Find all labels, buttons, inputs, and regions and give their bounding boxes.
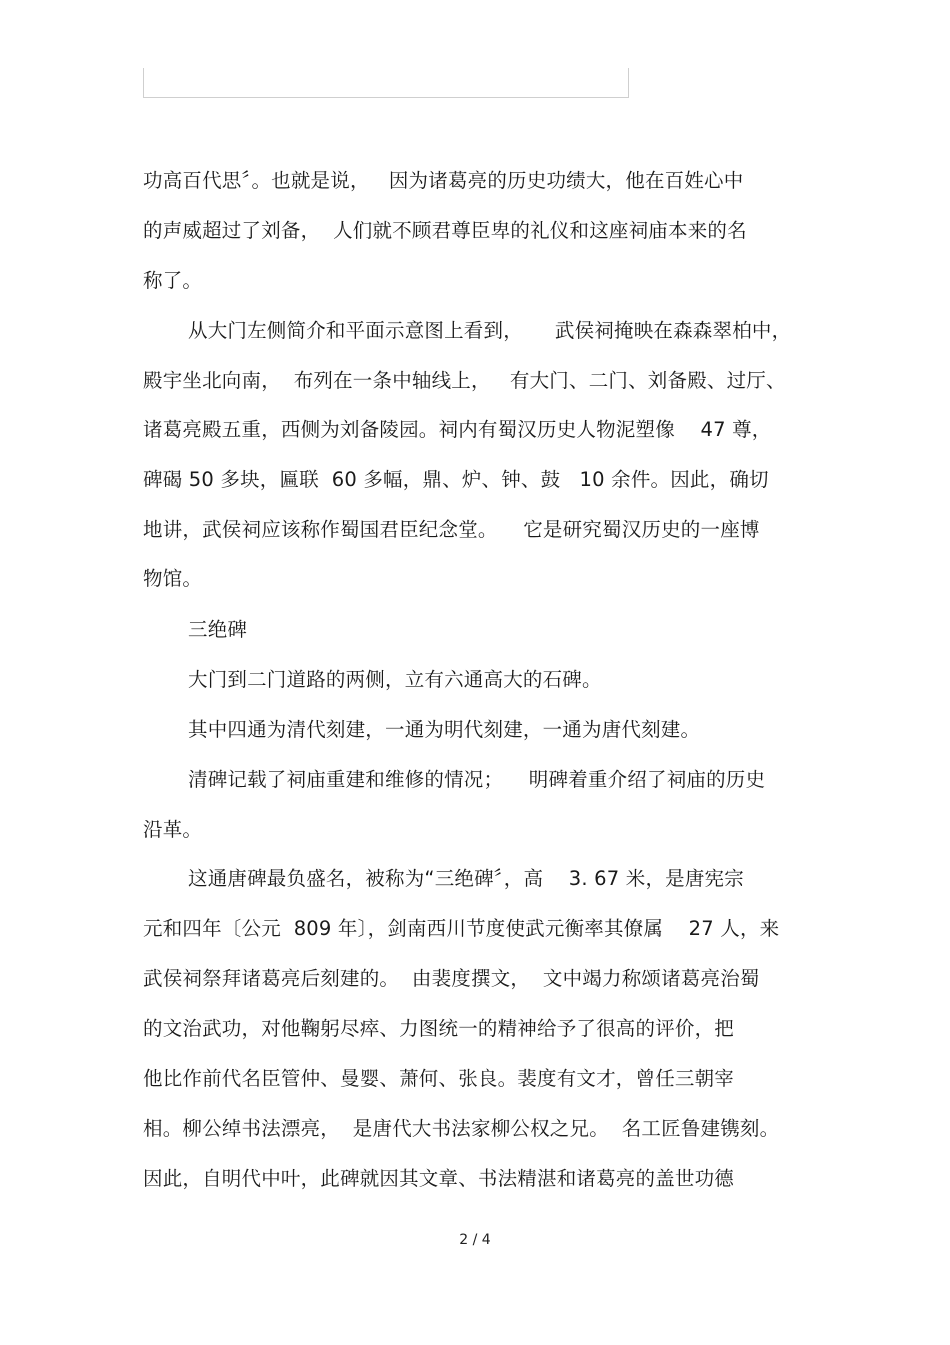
text-line: 沿革。 xyxy=(143,818,203,841)
text-line: 的文治武功，对他鞠躬尽瘁、力图统一的精神给予了很高的评价，把 xyxy=(143,1017,735,1040)
paragraph-start-line: 大门到二门道路的两侧，立有六通高大的石碑。 xyxy=(188,668,602,691)
page-number: 2 / 4 xyxy=(459,1232,491,1248)
text-line: 因此，自明代中叶，此碑就因其文章、书法精湛和诸葛亮的盖世功德 xyxy=(143,1167,735,1190)
header-frame xyxy=(143,68,629,98)
text-line: 元和四年〔公元 809 年〕，剑南西川节度使武元衡率其僚属 27 人，来 xyxy=(143,917,780,940)
text-line: 功高百代思〞。也就是说， 因为诸葛亮的历史功绩大，他在百姓心中 xyxy=(143,169,744,192)
text-line: 诸葛亮殿五重，西侧为刘备陵园。祠内有蜀汉历史人物泥塑像 47 尊， xyxy=(143,418,772,441)
text-line: 称了。 xyxy=(143,269,203,292)
text-line: 物馆。 xyxy=(143,567,203,590)
text-line: 相。柳公绰书法漂亮， 是唐代大书法家柳公权之兄。 名工匠鲁建镌刻。 xyxy=(143,1117,780,1140)
text-line: 他比作前代名臣管仲、曼婴、萧何、张良。裴度有文才，曾任三朝宰 xyxy=(143,1067,735,1090)
section-heading: 三绝碑 xyxy=(188,618,248,641)
text-line: 地讲，武侯祠应该称作蜀国君臣纪念堂。 它是研究蜀汉历史的一座博 xyxy=(143,518,760,541)
paragraph-start-line: 这通唐碑最负盛名，被称为“三绝碑〞，高 3. 67 米，是唐宪宗 xyxy=(188,867,744,890)
text-line: 武侯祠祭拜诸葛亮后刻建的。 由裴度撰文， 文中竭力称颂诸葛亮治蜀 xyxy=(143,967,760,990)
text-line: 碑碣 50 多块，匾联 60 多幅，鼎、炉、钟、鼓 10 余件。因此，确切 xyxy=(143,468,769,491)
text-line: 的声威超过了刘备， 人们就不顾君尊臣卑的礼仪和这座祠庙本来的名 xyxy=(143,219,747,242)
paragraph-start-line: 清碑记载了祠庙重建和维修的情况； 明碑着重介绍了祠庙的历史 xyxy=(188,768,766,791)
paragraph-start-line: 从大门左侧简介和平面示意图上看到， 武侯祠掩映在森森翠柏中， xyxy=(188,319,792,342)
text-line: 殿宇坐北向南， 布列在一条中轴线上， 有大门、二门、刘备殿、过厅、 xyxy=(143,369,786,392)
paragraph-start-line: 其中四通为清代刻建，一通为明代刻建，一通为唐代刻建。 xyxy=(188,718,701,741)
